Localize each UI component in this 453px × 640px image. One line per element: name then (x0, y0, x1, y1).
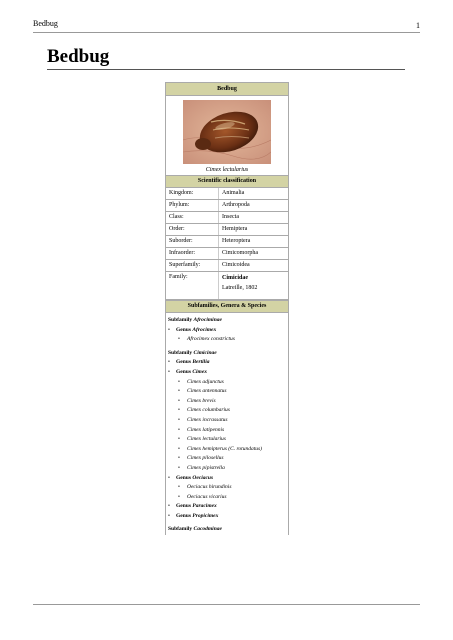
rank-value[interactable]: Insecta (222, 214, 239, 220)
rank-label: Order: (166, 224, 219, 235)
species-item[interactable]: • Cimex brevis (168, 397, 288, 407)
species-item[interactable]: • Afrocimex constrictus (168, 335, 288, 345)
rank-prefix: Genus (176, 474, 193, 481)
taxon-name: Cacodminae (193, 526, 222, 533)
species-item[interactable]: • Cimex lectularius (168, 435, 288, 445)
rank-prefix: Genus (176, 326, 193, 333)
taxon-name: Afrociminae (193, 317, 222, 323)
taxon-name: Bertilia (192, 359, 210, 366)
taxonomy-list (166, 313, 288, 535)
classification-heading: Scientific classification (166, 175, 288, 188)
rank-label: Phylum: (166, 200, 219, 211)
species-item[interactable]: • Cimex pipistrella (168, 464, 288, 474)
species-item[interactable]: • Cimex incrassatus (168, 416, 288, 426)
rank-label: Superfamily: (166, 260, 219, 271)
rank-value[interactable]: Animalia (222, 190, 245, 196)
rank-prefix: Subfamily (168, 317, 194, 323)
subfamily-heading (168, 525, 288, 535)
taxobox (165, 82, 289, 535)
article-title: Bedbug (47, 46, 110, 67)
genus-item[interactable] (168, 358, 288, 368)
rank-label: Suborder: (166, 236, 219, 247)
subfamilies-heading: Subfamilies, Genera & Species (166, 300, 288, 313)
species-item[interactable]: • Cimex pilosellus (168, 454, 288, 464)
title-divider (47, 69, 405, 70)
species-item[interactable]: • Cimex antennatus (168, 387, 288, 397)
taxon-name: Cimicinae (193, 349, 217, 356)
rank-label: Infraorder: (166, 248, 219, 259)
bedbug-image (183, 100, 271, 164)
classification-row (166, 188, 288, 200)
rank-value[interactable]: Cimicomorpha (222, 250, 258, 256)
taxon-name: Oeciacus (192, 474, 214, 481)
species-item[interactable]: • Oeciacus vicarius (168, 493, 288, 503)
rank-prefix: Genus (176, 368, 193, 375)
genus-item[interactable] (168, 326, 288, 336)
classification-row (166, 224, 288, 236)
footer-divider (33, 604, 420, 605)
rank-prefix: Genus (176, 359, 193, 366)
rank-label: Kingdom: (166, 188, 219, 199)
classification-row (166, 212, 288, 224)
taxon-name: Propicimex (192, 512, 219, 519)
rank-prefix: Genus (176, 503, 193, 510)
family-authority: Latreille, 1802 (222, 285, 258, 291)
species-item[interactable]: • Cimex latipennis (168, 426, 288, 436)
species-item[interactable]: • Cimex columbarius (168, 406, 288, 416)
family-row (166, 272, 288, 300)
species-item[interactable]: • Cimex adjunctus (168, 378, 288, 388)
rank-value[interactable]: Arthropoda (222, 202, 250, 208)
classification-row (166, 236, 288, 248)
classification-row (166, 200, 288, 212)
taxon-name: Paracimex (192, 503, 217, 510)
rank-value[interactable]: Heteroptera (222, 238, 251, 244)
taxon-name: Afrocimex (192, 326, 217, 333)
header-divider (33, 32, 420, 33)
infobox-title: Bedbug (166, 82, 288, 96)
classification-row (166, 248, 288, 260)
header-title: Bedbug (33, 19, 58, 28)
species-item[interactable]: • Cimex hemipterus (C. rotundatus) (168, 445, 288, 455)
genus-item[interactable] (168, 368, 288, 378)
species-item[interactable]: • Oeciacus hirundinis (168, 483, 288, 493)
genus-item[interactable] (168, 512, 288, 522)
page-number: 1 (416, 21, 420, 30)
classification-row (166, 260, 288, 272)
rank-prefix: Subfamily (168, 349, 194, 356)
family-value: Cimicidae (222, 275, 248, 281)
rank-prefix: Subfamily (168, 526, 194, 533)
genus-item[interactable] (168, 502, 288, 512)
subfamily-heading (168, 316, 288, 326)
family-label: Family: (166, 272, 219, 299)
genus-item[interactable] (168, 474, 288, 484)
rank-label: Class: (166, 212, 219, 223)
subfamily-heading (168, 349, 288, 359)
rank-prefix: Genus (176, 512, 193, 519)
image-caption: Cimex lectularius (205, 167, 249, 173)
taxon-name: Cimex (192, 368, 208, 375)
rank-value[interactable]: Hemiptera (222, 226, 248, 232)
rank-value[interactable]: Cimicoidea (222, 262, 250, 268)
